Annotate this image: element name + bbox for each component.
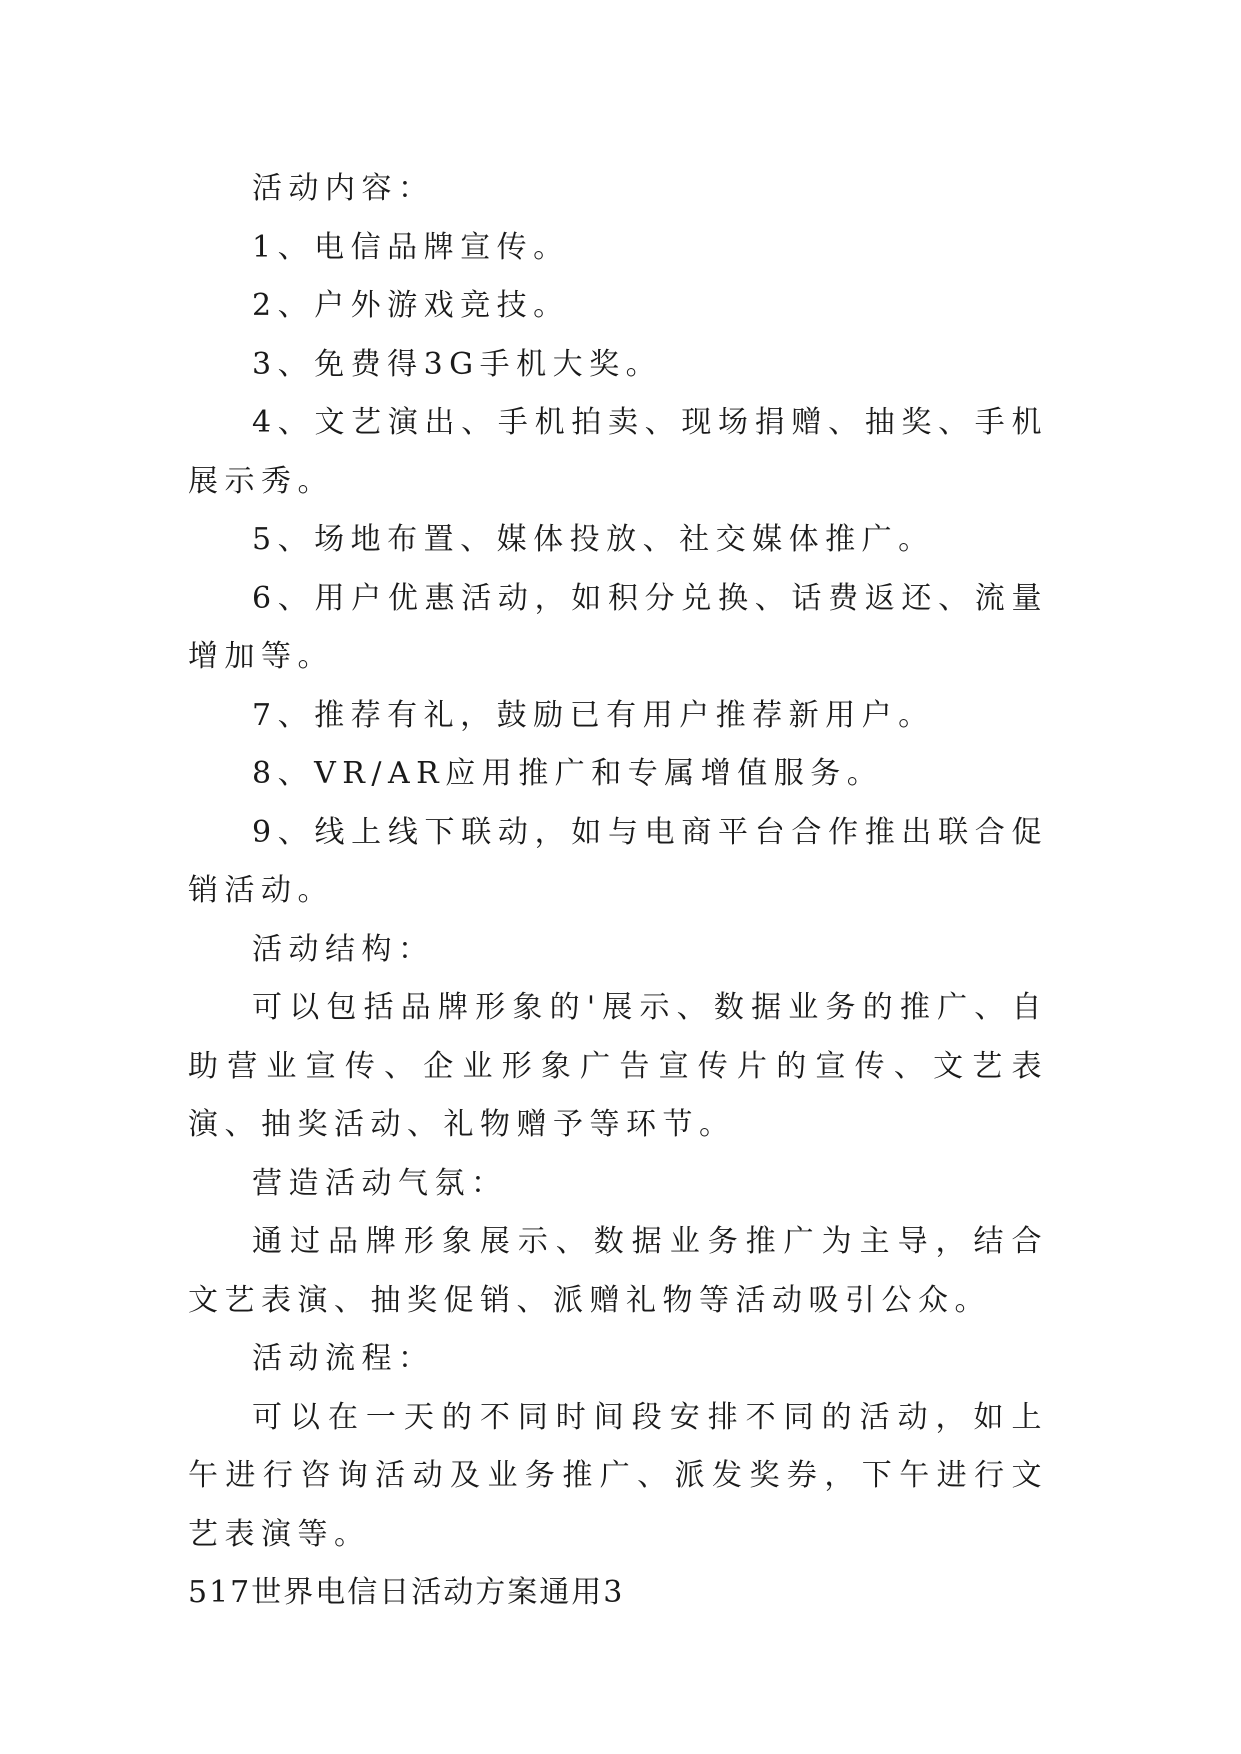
section-title: 517世界电信日活动方案通用3 <box>188 1575 625 1610</box>
paragraph-heading-structure: 活动结构： <box>252 931 435 967</box>
list-item-3: 3、免费得3G手机大奖。 <box>252 346 663 382</box>
paragraph-heading-process: 活动流程： <box>252 1341 435 1376</box>
list-item-5: 5、场地布置、媒体投放、社交媒体推广。 <box>252 522 935 557</box>
paragraph-heading-content: 活动内容： <box>252 171 435 206</box>
paragraph-process-body: 可以在一天的不同时间段安排不同的活动，如上午进行咨询活动及业务推广、派发奖券，下午进行文艺表演等。 <box>188 1399 1048 1552</box>
paragraph-heading-atmosphere: 营造活动气氛： <box>252 1165 508 1201</box>
list-item-2: 2、户外游戏竞技。 <box>252 288 570 323</box>
paragraph-structure-body: 可以包括品牌形象的'展示、数据业务的推广、自助营业宣传、企业形象广告宣传片的宣传、文艺表演、抽奖活动、礼物赠予等环节。 <box>188 990 1048 1142</box>
list-item-8: 8、VR/AR应用推广和专属增值服务。 <box>252 756 884 791</box>
document-body <box>188 160 1048 1623</box>
list-item-7: 7、推荐有礼，鼓励已有用户推荐新用户。 <box>252 697 935 733</box>
list-item-1: 1、电信品牌宣传。 <box>252 229 570 265</box>
list-item-4: 4、文艺演出、手机拍卖、现场捐赠、抽奖、手机展示秀。 <box>188 405 1048 499</box>
list-item-6: 6、用户优惠活动，如积分兑换、话费返还、流量增加等。 <box>188 580 1048 674</box>
list-item-9: 9、线上线下联动，如与电商平台合作推出联合促销活动。 <box>188 814 1048 908</box>
paragraph-atmosphere-body: 通过品牌形象展示、数据业务推广为主导，结合文艺表演、抽奖促销、派赠礼物等活动吸引公众。 <box>188 1224 1048 1318</box>
